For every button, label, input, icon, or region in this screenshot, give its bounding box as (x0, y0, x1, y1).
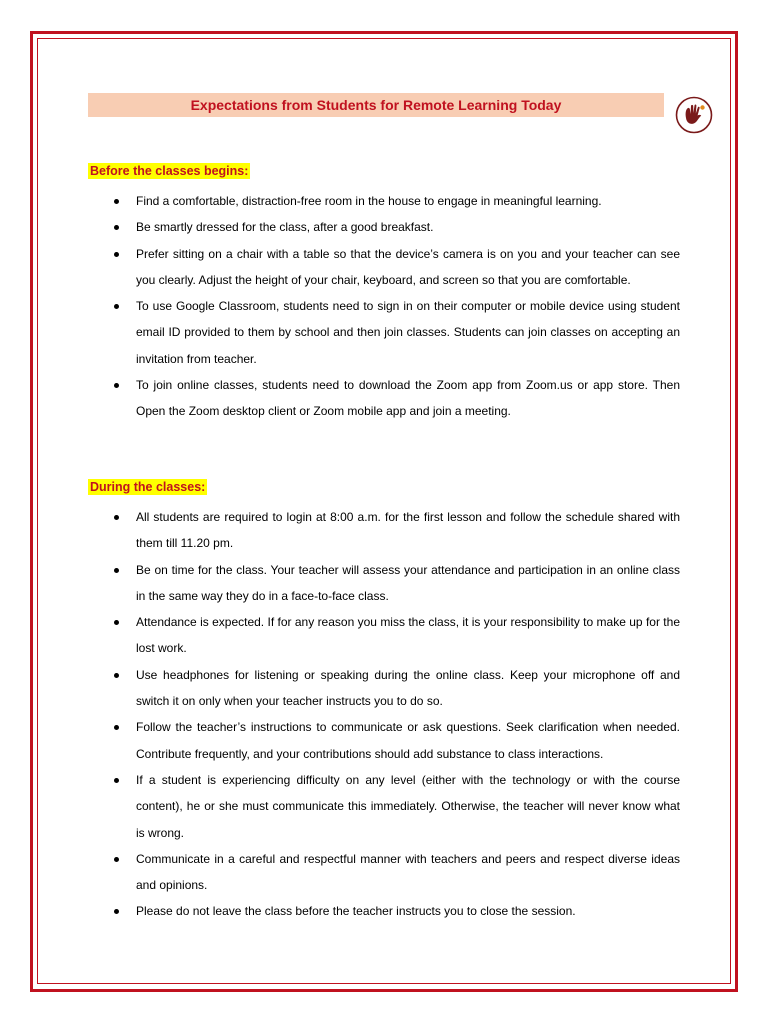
bullet-icon (114, 383, 119, 388)
list-item (88, 767, 680, 846)
list-item-text: Prefer sitting on a chair with a table so that the device’s camera is on you and your teacher can see you clearly. Adjust the height of your chair, keyboard, and screen so that you are comfortable. (136, 246, 680, 287)
list-item-text: To join online classes, students need to download the Zoom app from Zoom.us or app store. Then Open the Zoom desktop client or Zoom mobile app and join a meeting. (136, 378, 680, 419)
bullet-icon (114, 857, 119, 862)
before-classes-list (88, 188, 680, 425)
list-item-text: All students are required to login at 8:00 a.m. for the first lesson and follow the schedule shared with them till 11.20 pm. (136, 510, 680, 551)
list-item-text: To use Google Classroom, students need to sign in on their computer or mobile device using student email ID provided to them by school and then join classes. Students can join classes on accepting an invitation from teacher. (136, 299, 680, 366)
bullet-icon (114, 252, 119, 257)
bullet-icon (114, 304, 119, 309)
bullet-icon (114, 909, 119, 914)
bullet-icon (114, 620, 119, 625)
bullet-icon (114, 515, 119, 520)
list-item-text: Communicate in a careful and respectful manner with teachers and peers and respect diverse ideas and opinions. (136, 851, 680, 893)
list-item-text: Follow the teacher’s instructions to communicate or ask questions. Seek clarification when needed. Contribute frequently, and your contributions should add substance to class interactions. (136, 720, 680, 761)
list-item-text: Attendance is expected. If for any reason you miss the class, it is your responsibility to make up for the lost work. (136, 615, 680, 656)
bullet-icon (114, 673, 119, 678)
bullet-icon (114, 199, 119, 204)
bullet-icon (114, 225, 119, 230)
title-banner (88, 93, 664, 117)
list-item-text: Use headphones for listening or speaking during the online class. Keep your microphone off and switch it on only when your teacher instructs you to do so. (136, 667, 680, 709)
list-item (88, 846, 680, 899)
list-item (88, 241, 680, 294)
page-title: Expectations from Students for Remote Learning Today (190, 97, 562, 113)
list-item-text: If a student is experiencing difficulty on any level (either with the technology or with the course content), he or she must communicate this immediately. Otherwise, the teacher will never know what is wrong. (136, 772, 680, 840)
list-item (88, 214, 680, 240)
list-item-text: Find a comfortable, distraction-free room in the house to engage in meaningful learning. (136, 194, 602, 208)
list-item (88, 898, 680, 924)
section-heading-during: During the classes: (90, 480, 206, 494)
bullet-icon (114, 568, 119, 573)
list-item (88, 504, 680, 557)
list-item (88, 293, 680, 372)
hand-logo-icon (675, 96, 713, 134)
list-item-text: Be on time for the class. Your teacher will assess your attendance and participation in an online class in the same way they do in a face-to-face class. (136, 562, 680, 603)
bullet-icon (114, 778, 119, 783)
during-classes-list (88, 504, 680, 925)
list-item (88, 662, 680, 715)
list-item (88, 609, 680, 662)
section-heading-before: Before the classes begins: (90, 164, 249, 178)
list-item (88, 372, 680, 425)
list-item (88, 714, 680, 767)
list-item (88, 557, 680, 610)
list-item-text: Please do not leave the class before the teacher instructs you to close the session. (136, 904, 576, 919)
bullet-icon (114, 725, 119, 730)
list-item (88, 188, 680, 214)
list-item-text: Be smartly dressed for the class, after a good breakfast. (136, 220, 434, 235)
